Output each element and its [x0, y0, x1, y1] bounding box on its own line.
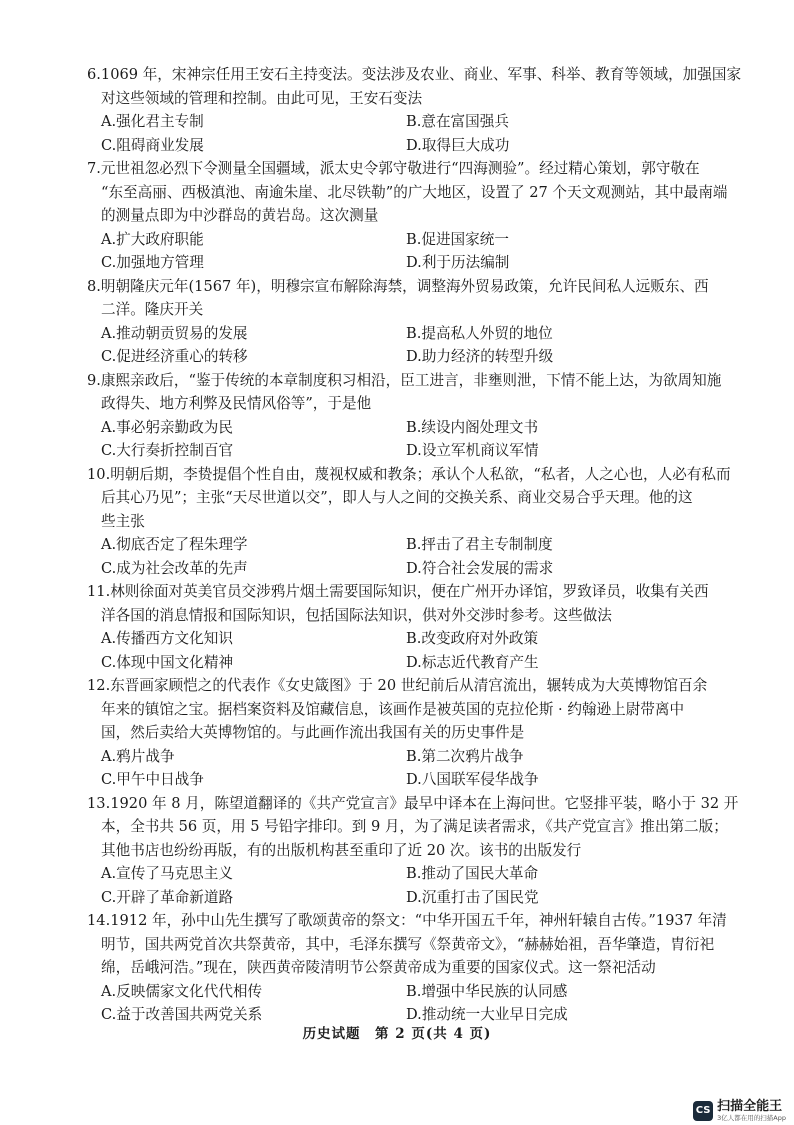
question-stem-line: 8.明朝隆庆元年(1567 年)，明穆宗宣布解除海禁，调整海外贸易政策，允许民间私人远贩东、西: [87, 277, 709, 295]
question-stem-line: 年来的镇馆之宝。据档案资料及馆藏信息，该画作是被英国的克拉伦斯 · 约翰逊上尉带离中: [101, 700, 685, 718]
question-stem-line: 6.1069 年，宋神宗任用王安石主持变法。变法涉及农业、商业、军事、科举、教育等领域，加强国家: [87, 66, 742, 83]
question-stem: [87, 792, 739, 863]
question-stem-line: 11.林则徐面对英美官员交涉鸦片烟土需要国际知识，便在广州开办译馆，罗致译员，收集有关西: [87, 583, 709, 600]
answer-option-d: D.沉重打击了国民党: [406, 888, 539, 906]
answer-option-b: B.续设内阁处理文书: [406, 418, 539, 436]
answer-option-b: B.提高私人外贸的地位: [406, 324, 553, 342]
question-item: [87, 674, 727, 792]
question-item: [87, 580, 727, 674]
question-stem-line: 10.明朝后期，李贽提倡个性自由，蔑视权威和教条；承认个人私欲，“私者，人之心也，人必有私而: [87, 465, 731, 483]
question-item: [87, 463, 731, 581]
answer-options: [87, 110, 727, 157]
question-item: [87, 792, 739, 910]
question-stem-line: 对这些领域的管理和控制。由此可见，王安石变法: [101, 89, 423, 107]
answer-option-b: B.增强中华民族的认同感: [406, 982, 568, 1000]
answer-option-a: A.推动朝贡贸易的发展: [101, 324, 248, 342]
watermark-text: [717, 1100, 786, 1122]
question-stem-line: 国，然后卖给大英博物馆的。与此画作流出我国有关的历史事件是: [101, 724, 525, 741]
answer-option-c: C.促进经济重心的转移: [101, 348, 248, 365]
question-item: [87, 275, 727, 369]
page-footer: 历史试题 第 2 页(共 4 页): [302, 1026, 492, 1042]
question-stem-line: 14.1912 年，孙中山先生撰写了歌颂黄帝的祭文：“中华开国五千年，神州轩辕自古传。”1937 年清: [87, 912, 727, 929]
answer-option-a: A.鸦片战争: [101, 747, 175, 765]
answer-option-d: D.取得巨大成功: [406, 136, 510, 154]
question-stem: [87, 674, 727, 745]
watermark-tagline: 3亿人都在用的扫描App: [717, 1114, 786, 1122]
question-stem-line: 洋各国的消息情报和国际知识，包括国际法知识，供对外交涉时参考。这些做法: [101, 606, 612, 624]
question-item: [87, 63, 742, 157]
answer-option-c: C.阻碍商业发展: [101, 136, 204, 154]
question-item: [87, 909, 727, 1027]
answer-option-d: D.设立军机商议军情: [406, 442, 539, 459]
question-stem-line: 13.1920 年 8 月，陈望道翻译的《共产党宣言》最早中译本在上海问世。它竖排平装，略小于 32 开: [87, 794, 739, 812]
question-stem-line: 政得失、地方利弊及民情风俗等”，于是他: [101, 395, 372, 412]
answer-options: [87, 745, 727, 792]
question-item: [87, 369, 727, 463]
answer-option-c: C.开辟了革命新道路: [101, 888, 234, 906]
answer-option-b: B.第二次鸦片战争: [406, 747, 524, 765]
answer-options: [87, 416, 727, 463]
question-stem: [87, 63, 742, 110]
question-stem-line: 二洋。隆庆开关: [101, 301, 204, 318]
question-stem: [87, 275, 727, 322]
question-stem-line: 明节，国共两党首次共祭黄帝，其中，毛泽东撰写《祭黄帝文》，“赫赫始祖，吾华肇造，胄衍祀: [101, 935, 715, 953]
answer-option-c: C.甲午中日战争: [101, 771, 204, 788]
answer-option-c: C.益于改善国共两党关系: [101, 1006, 263, 1023]
answer-option-a: A.传播西方文化知识: [101, 630, 233, 647]
answer-option-b: B.促进国家统一: [406, 230, 509, 248]
question-stem-line: 的测量点即为中沙群岛的黄岩岛。这次测量: [101, 207, 379, 224]
question-stem-line: 9.康熙亲政后，“鉴于传统的本章制度积习相沿，臣工进言，非壅则泄，下情不能上达，为欲周知施: [87, 371, 722, 389]
watermark-name: 扫描全能王: [717, 1099, 783, 1114]
camscanner-logo-icon: CS: [693, 1101, 713, 1121]
question-stem: [87, 463, 731, 534]
question-stem-line: 本，全书共 56 页，用 5 号铅字排印。到 9 月，为了满足读者需求，《共产党宣言》推出第二版；: [101, 818, 728, 835]
answer-option-d: D.标志近代教育产生: [406, 653, 539, 671]
answer-option-b: B.意在富国强兵: [406, 113, 509, 130]
answer-option-c: C.成为社会改革的先声: [101, 559, 248, 577]
question-stem-line: 7.元世祖忽必烈下令测量全国疆域，派太史令郭守敬进行“四海测验”。经过精心策划，郭守敬在: [87, 160, 700, 177]
answer-option-a: A.反映儒家文化代代相传: [101, 982, 263, 1000]
answer-option-d: D.八国联军侵华战争: [406, 771, 539, 788]
question-stem: [87, 369, 727, 416]
question-item: [87, 157, 727, 275]
answer-options: [87, 862, 727, 909]
answer-options: [87, 980, 727, 1027]
answer-option-a: A.事必躬亲勤政为民: [101, 418, 233, 436]
question-stem-line: “东至高丽、西极滇池、南逾朱崖、北尽铁勒”的广大地区，设置了 27 个天文观测站，其中最南端: [101, 183, 728, 201]
answer-option-b: B.改变政府对外政策: [406, 630, 539, 647]
question-stem: [87, 157, 727, 228]
question-list: [87, 63, 742, 1027]
answer-option-b: B.抨击了君主专制制度: [406, 536, 553, 553]
question-stem-line: 些主张: [101, 512, 145, 530]
answer-option-a: A.扩大政府职能: [101, 230, 204, 248]
answer-options: [87, 322, 727, 369]
answer-option-d: D.符合社会发展的需求: [406, 559, 554, 577]
answer-option-b: B.推动了国民大革命: [406, 865, 539, 882]
question-stem-line: 绵，岳峨河浩。”现在，陕西黄帝陵清明节公祭黄帝成为重要的国家仪式。这一祭祀活动: [101, 959, 656, 976]
question-stem-line: 后其心乃见”；主张“天尽世道以交”，即人与人之间的交换关系、商业交易合乎天理。他的这: [101, 489, 693, 506]
answer-option-c: C.体现中国文化精神: [101, 653, 234, 671]
question-stem-line: 12.东晋画家顾恺之的代表作《女史箴图》于 20 世纪前后从清宫流出，辗转成为大英博物馆百余: [87, 677, 708, 694]
question-stem-line: 其他书店也纷纷再版，有的出版机构甚至重印了近 20 次。该书的出版发行: [101, 841, 582, 859]
answer-option-c: C.大行奏折控制百官: [101, 442, 234, 459]
answer-option-c: C.加强地方管理: [101, 254, 204, 271]
answer-options: [87, 627, 727, 674]
question-stem: [87, 580, 727, 627]
question-stem: [87, 909, 727, 980]
scanner-watermark: [693, 1100, 786, 1122]
answer-option-a: A.宣传了马克思主义: [101, 865, 233, 882]
answer-option-d: D.推动统一大业早日完成: [406, 1006, 568, 1023]
answer-option-a: A.强化君主专制: [101, 113, 204, 130]
answer-option-d: D.助力经济的转型升级: [406, 348, 554, 365]
answer-option-d: D.利于历法编制: [406, 254, 510, 271]
answer-options: [87, 533, 727, 580]
answer-option-a: A.彻底否定了程朱理学: [101, 536, 248, 553]
answer-options: [87, 228, 727, 275]
